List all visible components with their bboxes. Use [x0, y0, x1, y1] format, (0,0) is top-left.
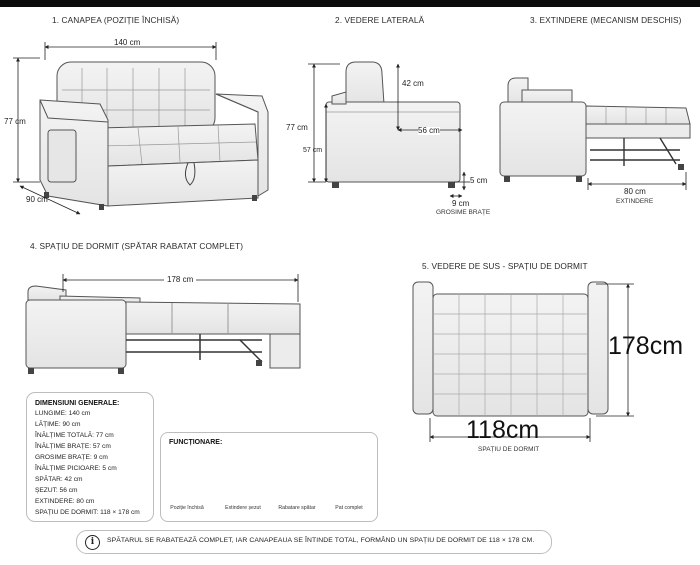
dim-seat-56: 56 cm	[418, 126, 440, 135]
dim-depth-90: 90 cm	[26, 195, 48, 204]
function-title: FUNCȚIONARE:	[169, 439, 223, 446]
sofa-top-view	[413, 282, 608, 416]
spec-row: GROSIME BRAȚE: 9 cm	[35, 454, 108, 461]
spec-row: LĂȚIME: 90 cm	[35, 421, 81, 428]
note-banner	[76, 530, 552, 554]
dim-arm-thickness-9: 9 cm	[452, 199, 470, 208]
section-title-sleep: 4. SPAȚIU DE DORMIT (SPĂTAR RABATAT COMPLET)	[30, 241, 244, 251]
dim-width-140: 140 cm	[114, 38, 141, 47]
section-title-side: 2. VEDERE LATERALĂ	[335, 15, 425, 25]
dim-arm-thickness-label: GROSIME BRAȚE	[436, 209, 491, 216]
dim-back-42: 42 cm	[402, 79, 424, 88]
dim-leg-5: 5 cm	[470, 176, 488, 185]
specs-title: DIMENSIUNI GENERALE:	[35, 400, 120, 407]
dim-height-77: 77 cm	[4, 117, 26, 126]
spec-row: LUNGIME: 140 cm	[35, 410, 91, 417]
specs-panel	[26, 392, 154, 522]
dim-top-length-178: 178cm	[608, 332, 684, 360]
spec-row: ȘEZUT: 56 cm	[35, 487, 78, 494]
dim-side-77: 77 cm	[286, 123, 308, 132]
sofa-closed	[40, 62, 268, 210]
section-title-closed: 1. CANAPEA (POZIȚIE ÎNCHISĂ)	[52, 15, 180, 25]
sofa-extended	[500, 78, 690, 182]
dim-sleep-178: 178 cm	[164, 276, 196, 284]
step-caption: Rabatare spătar	[278, 505, 316, 511]
spec-row: EXTINDERE: 80 cm	[35, 498, 95, 505]
sofa-sleep-side	[26, 286, 300, 374]
dim-extension-80: 80 cm	[624, 187, 646, 196]
dim-top-label: SPAȚIU DE DORMIT	[478, 446, 540, 453]
info-icon: i	[85, 535, 100, 550]
step-caption: Extindere șezut	[225, 505, 261, 511]
dim-top-width-118: 118cm	[466, 416, 540, 444]
sofa-side	[326, 62, 460, 188]
spec-row: SPĂTAR: 42 cm	[35, 476, 83, 483]
step-caption: Pat complet	[335, 505, 363, 511]
section-title-top: 5. VEDERE DE SUS - SPAȚIU DE DORMIT	[422, 261, 588, 271]
step-caption: Poziție închisă	[170, 505, 204, 511]
spec-row: ÎNĂLȚIME PICIOARE: 5 cm	[35, 465, 117, 472]
dim-arm-57: 57 cm	[303, 147, 323, 154]
section-title-extension: 3. EXTINDERE (MECANISM DESCHIS)	[530, 15, 682, 25]
spec-row: ÎNĂLȚIME TOTALĂ: 77 cm	[35, 432, 114, 439]
spec-row: SPAȚIU DE DORMIT: 118 × 178 cm	[35, 509, 140, 516]
note-text: SPĂTARUL SE RABATEAZĂ COMPLET, IAR CANAPEAUA SE ÎNTINDE TOTAL, FORMÂND UN SPAȚIU DE DORMIT DE 118 × 178 CM.	[107, 537, 535, 544]
dim-extension-label: EXTINDERE	[616, 198, 654, 205]
spec-row: ÎNĂLȚIME BRAȚE: 57 cm	[35, 443, 111, 450]
